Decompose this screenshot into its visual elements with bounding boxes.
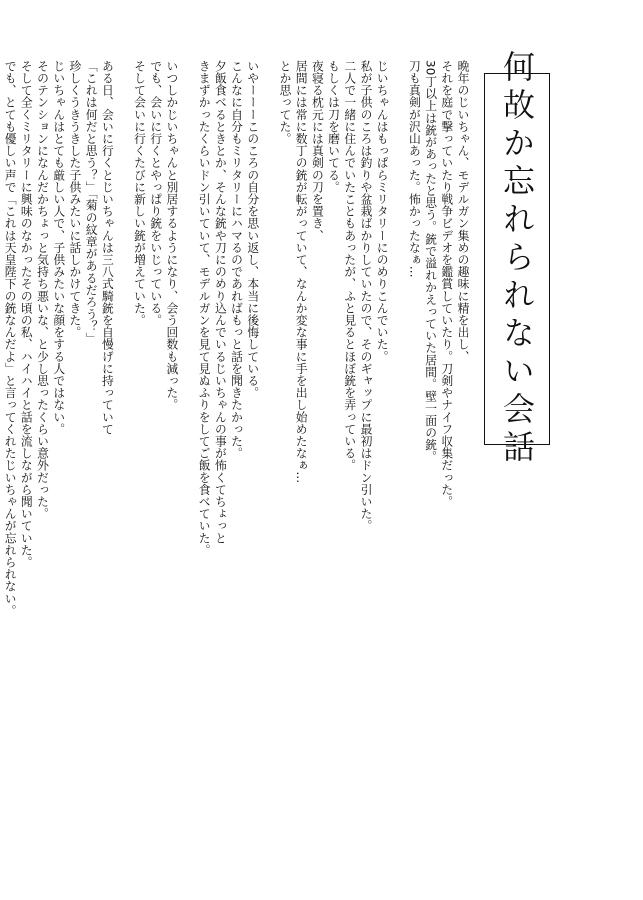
title-box	[484, 50, 550, 468]
text-line: とか思ってた。	[277, 60, 292, 145]
paragraph-4	[131, 60, 180, 620]
text-line: 居間には常に数丁の銃が転がっていて、なんか変な事に手を出し始めたなぁ…	[294, 60, 309, 484]
text-line: 私が子供のころは釣りや盆栽ばかりしていたので、そのギャップに最初はドン引いた。	[358, 60, 373, 532]
page-title: 何故か忘れられない会話	[498, 50, 536, 468]
body-text	[2, 60, 471, 620]
text-line: そして全くミリタリーに興味のなかったその頃の私、ハイハイと話を流しながら聞いていた。	[19, 60, 34, 569]
text-line: そして会いに行くたびに新しい銃が増えていた。	[132, 60, 147, 327]
text-line: こんなに自分もミリタリーにハマるのであればもっと話を聞きたかった。	[229, 60, 244, 460]
text-line: きまずかったくらいドン引いていて、モデルガンを見て見ぬふりをしてご飯を食べていた。	[197, 60, 212, 557]
text-line: 珍しくうきうきした子供みたいに話しかけてきた。	[67, 60, 82, 339]
text-line: そのテンションになんだかちょっと気持ち悪いな、と少し思ったくらい意外だった。	[35, 60, 50, 520]
text-line: いつしかじいちゃんと別居するようになり、会う回数も減った。	[164, 60, 179, 411]
text-line: 夜寝る枕元には真剣の刀を置き、	[310, 60, 325, 242]
text-line: 「これは何だと思う？」「菊の紋章があるだろう？」	[84, 60, 99, 345]
text-line: 30丁以上は銃があったと思う。銃で溢れかえっていた居間。壁一面の銃。	[423, 60, 438, 463]
text-line: 刀も真剣が沢山あった。怖かったなぁ…	[407, 60, 422, 278]
paragraph-1	[406, 60, 471, 620]
text-line: 晩年のじいちゃん、モデルガン集めの趣味に精を出し、	[456, 60, 470, 363]
paragraph-3	[196, 60, 261, 620]
text-line: いやーーーこのころの自分を思い返し、本当に後悔している。	[245, 60, 260, 399]
paragraph-5	[2, 60, 115, 620]
text-line: ある日、会いに行くとじいちゃんは三八式騎銃を自慢げに持っていて	[100, 60, 115, 436]
paragraph-2	[277, 60, 390, 620]
text-line: でも、とても優しい声で「これは天皇陛下の銃なんだよ」と言ってくれたじいちゃんが忘れられない。	[3, 60, 18, 617]
text-line: もしくは刀を磨いてる。	[326, 60, 341, 194]
text-line: でも、会いに行くとやっぱり銃をいじっている。	[148, 60, 163, 327]
text-line: 夕飯食べるときとか、そんな銃や刀にのめり込んでいるじいちゃんの事が怖くてちょっと	[213, 60, 228, 544]
text-line: じいちゃんはもっぱらミリタリーにのめりこんでいた。	[375, 60, 390, 363]
text-line: 二人で一緒に住んでいたこともあったが、ふと見るとほぼ銃を弄っている。	[342, 60, 357, 472]
text-line: それを庭で撃っていたり戦争ビデオを鑑賞していたり。刀剣やナイフ収集だった。	[439, 60, 454, 508]
text-line: じいちゃんはとても厳しい人で、子供みたいな顔をする人ではない。	[51, 60, 66, 436]
